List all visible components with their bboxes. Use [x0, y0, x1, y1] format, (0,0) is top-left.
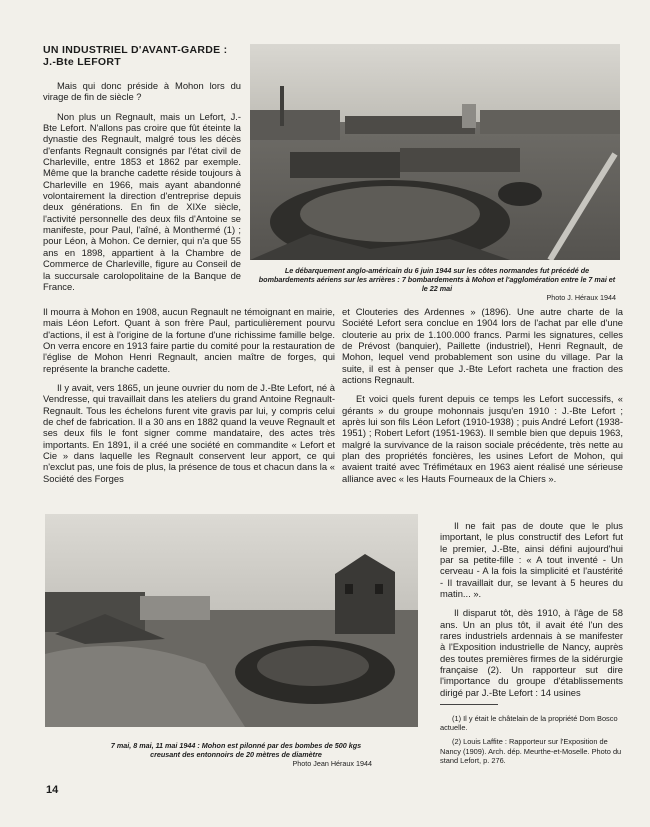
left-column — [43, 80, 241, 298]
article-title: UN INDUSTRIEL D'AVANT-GARDE : J.-Bte LEFORT — [43, 44, 228, 68]
intro-paragraph: Mais qui donc préside à Mohon lors du virage de fin de siècle ? — [43, 80, 241, 103]
footnote-1: (1) Il y était le châtelain de la propriété Dom Bosco actuelle. — [440, 714, 618, 733]
paragraph: Il mourra à Mohon en 1908, aucun Regnault ne témoignant en mairie, mais Léon Lefort. Quant à son frère Paul, particulièrement pourvu d'actions, il est à l'origine de la fortune d'une richissime famille belge. On verra encore en 1913 faire partie du comité pour la restauration de l'église de Mohon Henri Regnault, ancien maître de forges, qui représente la branche cadette. — [43, 306, 335, 374]
paragraph: Il disparut tôt, dès 1910, à l'âge de 58 ans. Un an plus tôt, il avait été l'un des rares industriels ardennais à se manifester à l'Exposition industrielle de Nancy, auprès des toutes premières firmes de la sidérurgie française (2). Un rapporteur sut dire l'importance du groupe d'établissements dirigé par J.-Bte Lefort : 14 usines — [440, 607, 623, 698]
photo-caption-top — [258, 266, 616, 302]
right-column — [342, 306, 623, 490]
photo-credit: Photo Jean Héraux 1944 — [292, 759, 372, 768]
footnote-2: (2) Louis Laffite : Rapporteur sur l'Exposition de Nancy (1909). Arch. dép. Meurthe-et-Moselle. Photo du stand Lefort, p. 276. — [440, 737, 622, 765]
paragraph: Et voici quels furent depuis ce temps les Lefort successifs, « gérants » du groupe mohonnais jusqu'en 1910 : J.-Bte Lefort ; après lui son fils Léon Lefort (1910-1938) ; puis André Lefort (1938-1951) ; Robert Lefort (1951-1963). Il semble bien que depuis 1963, malgré la survivance de la raison sociale précédente, très nette au plan des propriétés foncières, les usines Lefort de Mohon, qui avaient traité avec Tréfimétaux en 1963 aient réalisé une sérieuse alliance avec « les Hauts Fourneaux de la Chiers ». — [342, 393, 623, 484]
paragraph: Non plus un Regnault, mais un Lefort, J.-Bte Lefort. N'allons pas croire que fût éteinte la dynastie des Regnault, malgré tous les décès d'enfants Regnault consignés par l'état civil de Charleville, entre 1853 et 1862 par exemple. Même que la branche cadette réside toujours à Charleville en 1966, mais ayant abandonné volontairement la direction d'entreprise depuis deux générations. En fin de XIXe siècle, l'activité personnelle des deux fils d'Antoine se manifeste, pour Paul, l'aîné, à Monthermé (1) ; pour Léon, à Mohon. Ce dernier, qui n'a que 55 ans en 1898, appartient à la Chambre de Commerce de Charleville, figure au Conseil de la succursale carolopolitaine de la Banque de France. — [43, 110, 241, 292]
footnote-divider — [440, 704, 498, 705]
photo-caption-bottom — [100, 741, 372, 768]
side-column — [440, 520, 623, 704]
bombing-photo-top — [250, 44, 620, 260]
caption-text: 7 mai, 8 mai, 11 mai 1944 : Mohon est pilonné par des bombes de 500 kgs creusant des entonnoirs de 20 mètres de diamètre — [110, 741, 362, 759]
rail-yard-ruins-image — [250, 44, 620, 260]
caption-text: Le débarquement anglo-américain du 6 juin 1944 sur les côtes normandes fut précédé de bombardements aériens sur les arrières : 7 bombardements à Mohon et l'agglomération entre le 7 mai et le 22 mai — [258, 266, 616, 293]
crater-image — [45, 514, 418, 727]
wide-column — [43, 306, 335, 490]
paragraph: Il ne fait pas de doute que le plus important, le plus constructif des Lefort fut le premier, J.-Bte, ainsi défini aujourd'hui par sa petite-fille : « A tout inventé - Un cerveau - A la fois la simplicité et l'austérité - Il travaillait dur, se levant à 5 heures du matin... ». — [440, 520, 623, 600]
paragraph: Il y avait, vers 1865, un jeune ouvrier du nom de J.-Bte Lefort, né à Vendresse, qui travaillait dans les ateliers du grand Antoine Regnault-Regnault. Tous les échelons furent vite gravis par lui, y compris celui de chef de fabrication. Il a 30 ans en 1882 quand la veuve Regnault et ses deux fils le font signer comme mandataire, des actes très importants. En 1891, il a créé une société en commandite « Lefort et Cie » dans laquelle les Regnault conservent leur apport, ce qui n'exclut pas, une fois de plus, la présence de tous et chacun dans la « Société des Forges — [43, 382, 335, 484]
bombing-photo-bottom — [45, 514, 418, 727]
page-number: 14 — [46, 784, 59, 796]
footnotes — [440, 714, 623, 770]
photo-credit: Photo J. Héraux 1944 — [546, 293, 616, 302]
paragraph: et Clouteries des Ardennes » (1896). Une autre charte de la Société Lefort sera conclue en 1904 lors de l'achat par elle d'une clouterie au prix de 1.100.000 francs. Parmi les signatures, celles de Prévost (banquier), Paillette (industriel), Henri Regnault, de Mohon, lequel vend probablement son usine du village. Par la suite, il est à penser que J.-Bte Lefort racheta une fraction des actions Regnault. — [342, 306, 623, 386]
